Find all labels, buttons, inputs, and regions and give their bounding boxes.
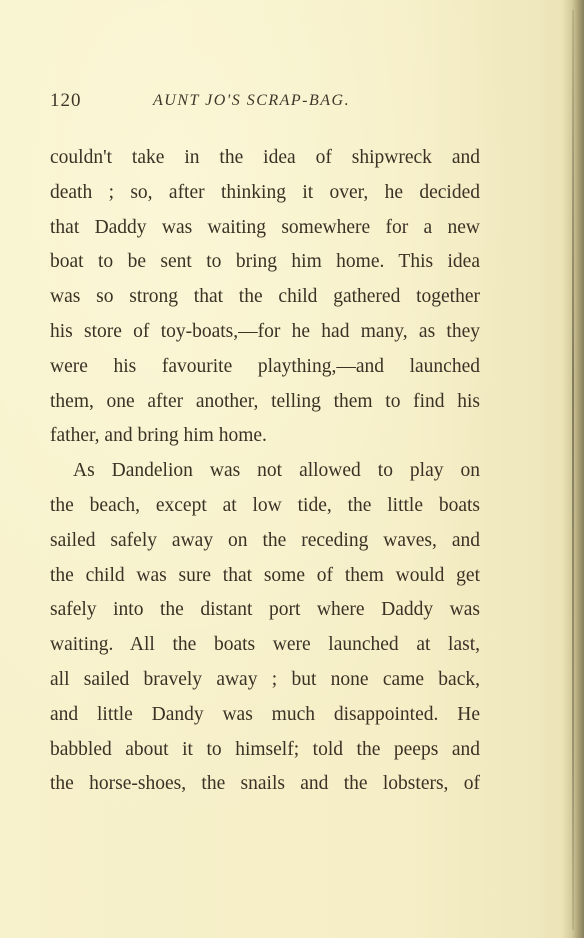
paragraph-1 xyxy=(50,141,480,454)
binding-shadow xyxy=(572,10,574,930)
text-line: waiting. All the boats were launched at last, xyxy=(50,634,480,656)
text-line: As Dandelion was not allowed to play on xyxy=(73,460,480,482)
text-line: couldn't take in the idea of shipwreck and xyxy=(50,147,480,168)
page-header xyxy=(50,90,490,116)
text-line: them, one after another, telling them to find his xyxy=(50,390,480,412)
text-line: safely into the distant port where Daddy was xyxy=(50,599,480,621)
text-line: the child was sure that some of them would get xyxy=(50,564,480,586)
text-line: that Daddy was waiting somewhere for a new xyxy=(50,216,480,238)
text-line: the beach, except at low tide, the little boats xyxy=(50,494,480,516)
text-line: boat to be sent to bring him home. This idea xyxy=(50,251,480,273)
text-line: his store of toy-boats,—for he had many, as they xyxy=(50,320,480,342)
running-head: AUNT JO'S SCRAP-BAG. xyxy=(153,92,351,109)
text-line: and little Dandy was much disappointed. He xyxy=(50,703,480,725)
text-line: were his favourite plaything,—and launched xyxy=(50,355,480,377)
text-line: father, and bring him home. xyxy=(50,425,267,447)
text-line: was so strong that the child gathered together xyxy=(50,286,480,308)
text-line: sailed safely away on the receding waves, and xyxy=(50,529,480,551)
paragraph-2 xyxy=(50,454,480,802)
body-text xyxy=(50,141,480,802)
text-line: babbled about it to himself; told the peeps and xyxy=(50,738,480,760)
text-line: all sailed bravely away ; but none came back, xyxy=(50,668,480,690)
text-line: death ; so, after thinking it over, he decided xyxy=(50,181,480,203)
text-line: the horse-shoes, the snails and the lobsters, of xyxy=(50,773,480,795)
page-number: 120 xyxy=(50,90,82,111)
